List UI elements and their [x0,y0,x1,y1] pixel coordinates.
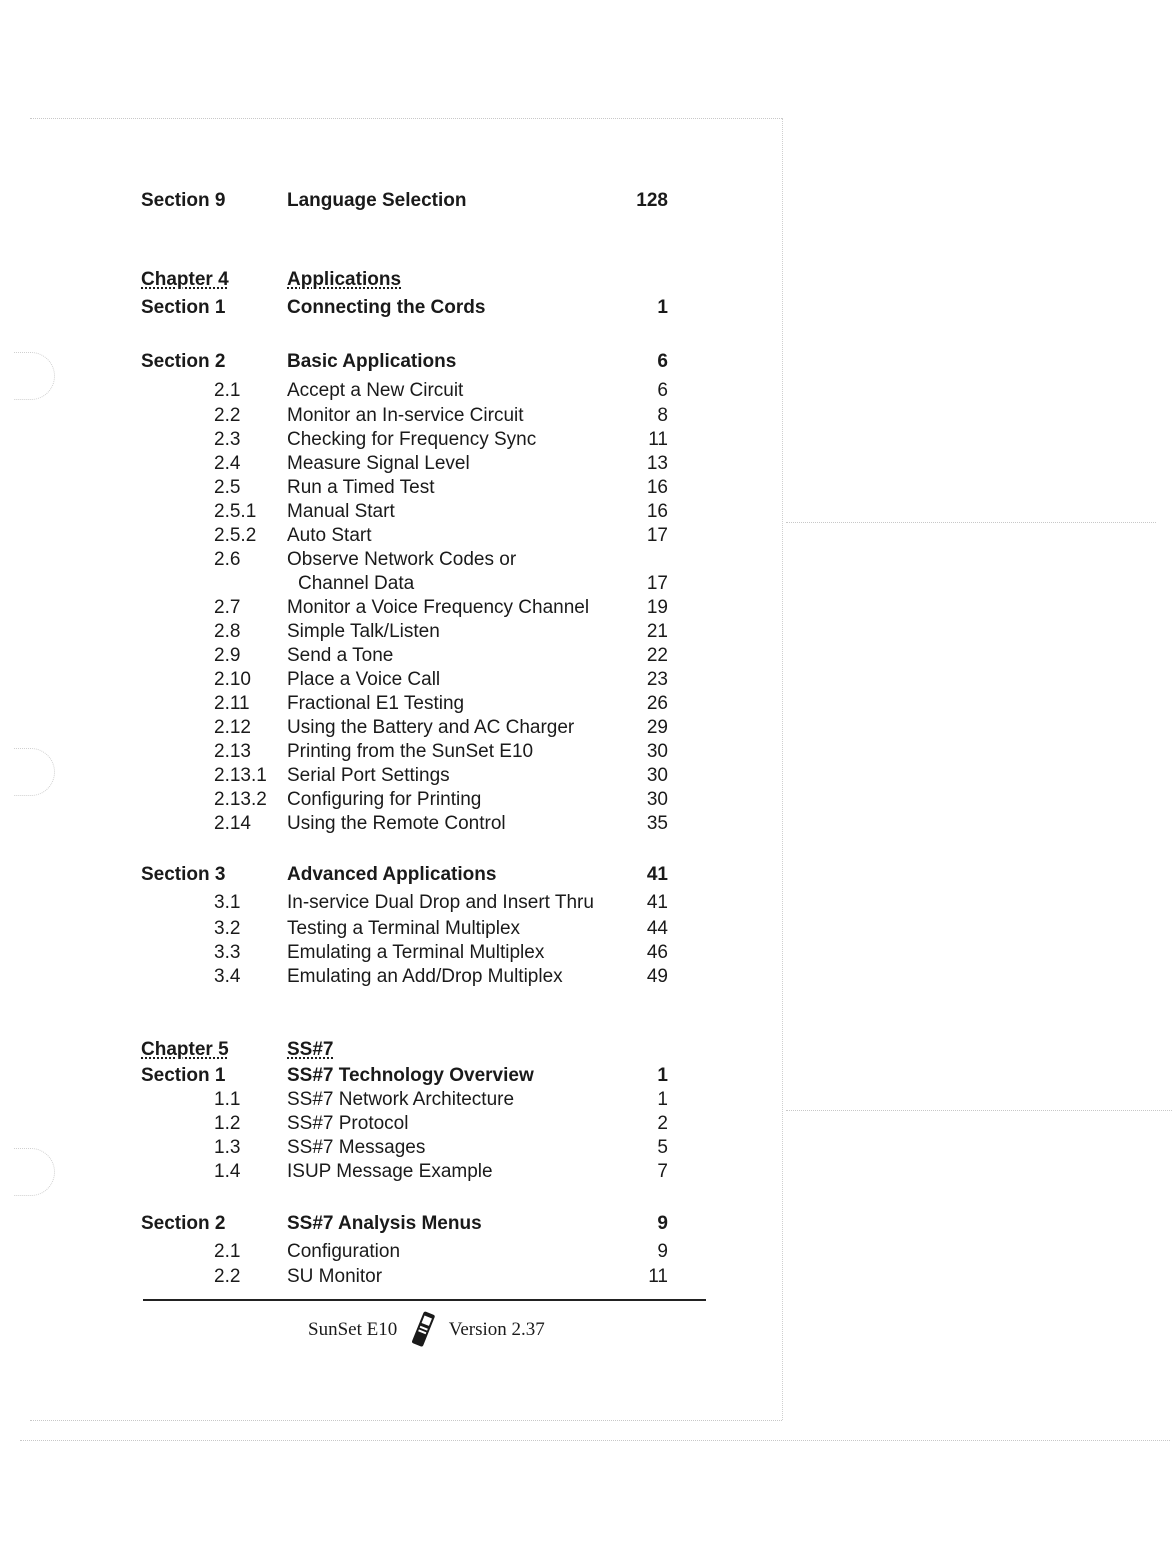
toc-page: 16 [646,501,668,522]
toc-page: 1 [657,297,668,318]
toc-title: Printing from the SunSet E10 [287,741,534,762]
toc-page: 1 [657,1065,668,1086]
toc-label: Section 2 [141,1213,226,1234]
toc-page: 29 [646,717,668,738]
toc-entry [0,812,720,836]
toc-label: Chapter 4 [141,269,229,290]
toc-entry [0,1160,720,1184]
toc-page: 13 [646,453,668,474]
toc-label: Section 1 [141,1065,226,1086]
toc-page: 19 [646,597,668,618]
toc-page: 46 [646,942,668,963]
toc-title: Monitor a Voice Frequency Channel [287,597,590,618]
toc-title: Configuring for Printing [287,789,482,810]
toc-entry-continued [0,572,720,596]
toc-entry [0,620,720,644]
toc-page: 41 [646,892,668,913]
toc-title: Serial Port Settings [287,765,450,786]
toc-title: SS#7 Analysis Menus [287,1213,482,1234]
toc-page: 6 [657,351,668,372]
toc-entry [0,476,720,500]
toc-page: 17 [646,573,668,594]
toc-entry [0,500,720,524]
toc-page: 30 [646,765,668,786]
toc-title: Simple Talk/Listen [287,621,440,642]
toc-title: Using the Battery and AC Charger [287,717,575,738]
toc-entry [0,379,720,403]
toc-title: SS#7 Technology Overview [287,1065,534,1086]
toc-label: Section 3 [141,864,226,885]
toc-title: Accept a New Circuit [287,380,464,401]
toc-entry [0,524,720,548]
toc-entry [0,404,720,428]
handset-logo-icon [408,1310,438,1350]
toc-title: SS#7 Messages [287,1137,426,1158]
toc-page: 41 [646,864,668,885]
toc-label: Section 2 [141,351,226,372]
toc-page: 44 [646,918,668,939]
toc-label: 2.13.1 [214,765,267,786]
toc-page: 2 [657,1113,668,1134]
toc-entry [0,764,720,788]
toc-title: Channel Data [298,573,415,594]
toc-label: 1.4 [214,1161,241,1182]
toc-label: 2.3 [214,429,241,450]
toc-entry [0,1265,720,1289]
toc-page: 49 [646,966,668,987]
toc-label: 2.11 [214,693,250,714]
toc-entry [0,863,720,887]
toc-entry [0,917,720,941]
toc-page: 128 [636,190,668,211]
toc-entry [0,1064,720,1088]
toc-entry [0,891,720,915]
toc-title: Monitor an In-service Circuit [287,405,524,426]
toc-title: Testing a Terminal Multiplex [287,918,521,939]
toc-page: 16 [646,477,668,498]
toc-title: SS#7 [287,1039,334,1060]
toc-title: SS#7 Protocol [287,1113,409,1134]
toc-label: 3.2 [214,918,241,939]
toc-title: Auto Start [287,525,372,546]
toc-entry [0,644,720,668]
toc-page: 6 [657,380,668,401]
toc-page: 5 [657,1137,668,1158]
toc-entry [0,1112,720,1136]
toc-label: 2.5 [214,477,241,498]
toc-page: 17 [646,525,668,546]
toc-page: 11 [648,429,668,450]
toc-label: 2.5.2 [214,525,257,546]
toc-entry [0,668,720,692]
toc-page: 21 [646,621,668,642]
toc-label: 3.3 [214,942,241,963]
toc-page: 8 [657,405,668,426]
toc-label: 2.1 [214,380,241,401]
footer-product: SunSet E10 [308,1319,398,1340]
toc-label: 2.4 [214,453,241,474]
page-footer [308,1310,545,1350]
toc-label: 2.5.1 [214,501,257,522]
toc-title: Emulating a Terminal Multiplex [287,942,545,963]
toc-entry [0,716,720,740]
toc-title: Emulating an Add/Drop Multiplex [287,966,563,987]
toc-page: 23 [646,669,668,690]
toc-label: 2.10 [214,669,251,690]
toc-entry [0,189,720,213]
toc-title: SS#7 Network Architecture [287,1089,515,1110]
footer-rule [143,1299,706,1301]
toc-label: 2.14 [214,813,251,834]
toc-title: In-service Dual Drop and Insert Thru [287,892,594,913]
toc-title: Basic Applications [287,351,457,372]
toc-chapter [0,268,720,292]
toc-page: 1 [657,1089,668,1110]
toc-label: 2.7 [214,597,241,618]
toc-label: 2.13.2 [214,789,267,810]
toc-label: 2.12 [214,717,251,738]
toc-label: 3.4 [214,966,241,987]
toc-entry [0,1136,720,1160]
toc-page: 9 [657,1213,668,1234]
toc-entry [0,965,720,989]
toc-label: 2.13 [214,741,251,762]
toc-title: Applications [287,269,402,290]
toc-label: 2.2 [214,1266,241,1287]
toc-page: 35 [646,813,668,834]
toc-title: Fractional E1 Testing [287,693,465,714]
toc-entry [0,428,720,452]
toc-chapter [0,1038,720,1062]
toc-page: 22 [646,645,668,666]
toc-label: 2.9 [214,645,241,666]
toc-entry [0,596,720,620]
toc-entry [0,548,720,572]
toc-title: Run a Timed Test [287,477,435,498]
toc-entry [0,1212,720,1236]
toc-page: 11 [648,1266,668,1287]
toc-title: Measure Signal Level [287,453,470,474]
toc-page: 7 [657,1161,668,1182]
toc-label: 1.2 [214,1113,241,1134]
toc-entry [0,941,720,965]
toc-title: SU Monitor [287,1266,383,1287]
toc-title: Manual Start [287,501,395,522]
toc-page: 9 [657,1241,668,1262]
toc-title: Place a Voice Call [287,669,441,690]
toc-entry [0,296,720,320]
toc-label: 1.3 [214,1137,241,1158]
toc-title: Checking for Frequency Sync [287,429,537,450]
toc-label: 2.2 [214,405,241,426]
toc-entry [0,740,720,764]
toc-label: 1.1 [214,1089,241,1110]
toc-label: 3.1 [214,892,241,913]
toc-label: 2.1 [214,1241,241,1262]
toc-title: Connecting the Cords [287,297,486,318]
toc-entry [0,788,720,812]
toc-page: 30 [646,741,668,762]
toc-label: Chapter 5 [141,1039,229,1060]
toc-page: 30 [646,789,668,810]
toc-page: 26 [646,693,668,714]
toc-title: Language Selection [287,190,467,211]
toc-title: Send a Tone [287,645,394,666]
toc-entry [0,452,720,476]
toc-title: ISUP Message Example [287,1161,493,1182]
toc-entry [0,350,720,374]
toc-entry [0,1240,720,1264]
toc-title: Advanced Applications [287,864,497,885]
toc-title: Using the Remote Control [287,813,506,834]
toc-entry [0,1088,720,1112]
toc-title: Observe Network Codes or [287,549,517,570]
toc-entry [0,692,720,716]
toc-label: 2.6 [214,549,241,570]
toc-title: Configuration [287,1241,401,1262]
toc-label: 2.8 [214,621,241,642]
footer-version: Version 2.37 [448,1319,545,1340]
toc-label: Section 1 [141,297,226,318]
toc-label: Section 9 [141,190,226,211]
